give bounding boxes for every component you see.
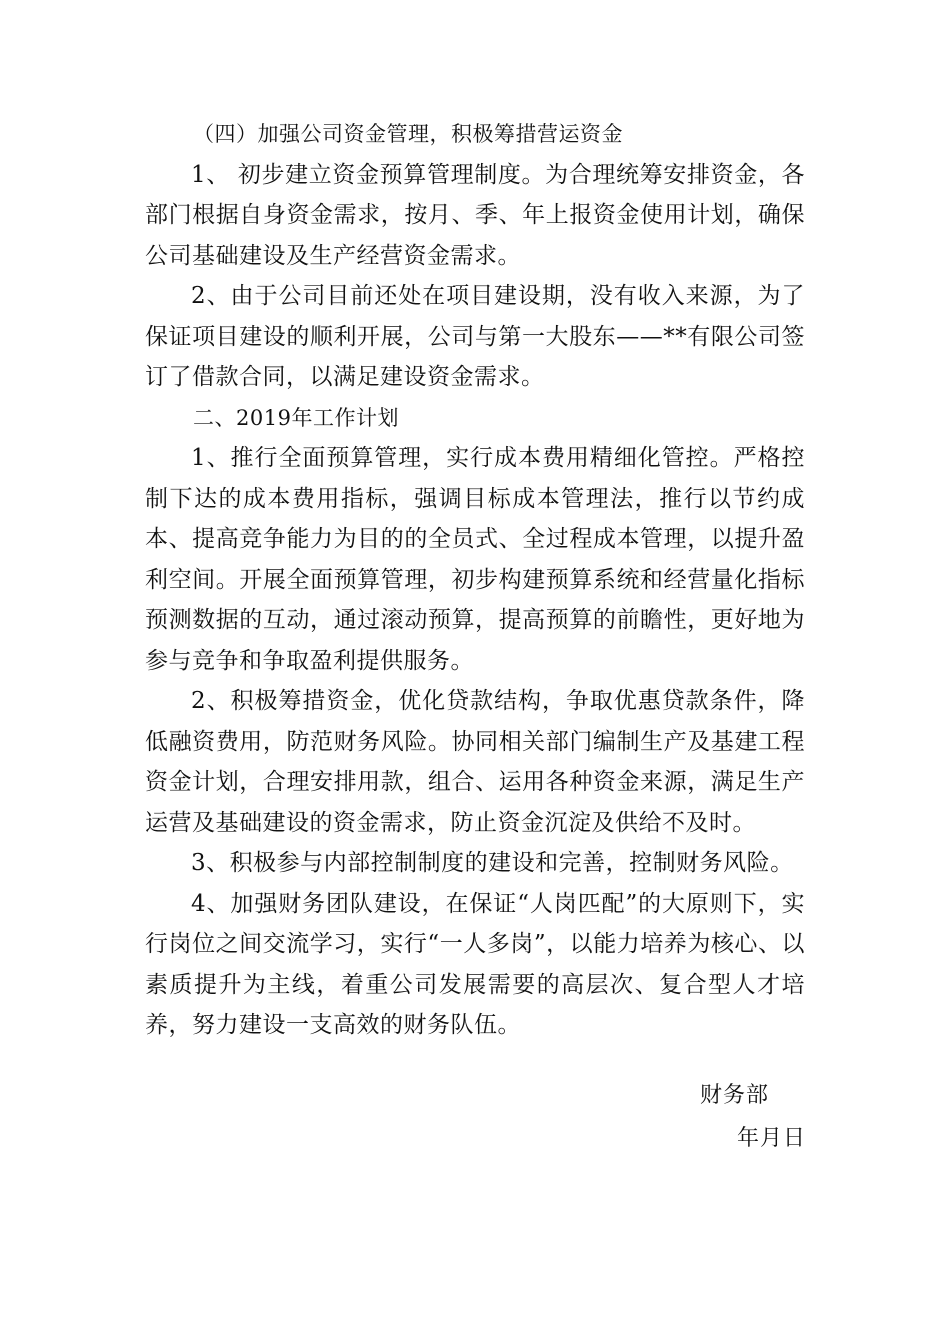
paragraph-budget-management: 1、推行全面预算管理，实行成本费用精细化管控。严格控制下达的成本费用指标，强调目标成本管理法，推行以节约成本、提高竞争能力为目的的全员式、全过程成本管理，以提升盈利空间。开展全面预算管理，初步构建预算系统和经营量化指标预测数据的互动，通过滚动预算，提高预算的前瞻性，更好地为参与竞争和争取盈利提供服务。 xyxy=(145,445,805,674)
paragraph-budget-system: 1、 初步建立资金预算管理制度。为合理统筹安排资金，各部门根据自身资金需求，按月、季、年上报资金使用计划，确保公司基础建设及生产经营资金需求。 xyxy=(145,161,805,269)
section-heading-work-plan: 二、2019年工作计划 xyxy=(193,405,399,430)
document-body xyxy=(145,114,805,1046)
paragraph-internal-control: 3、积极参与内部控制制度的建设和完善，控制财务风险。 xyxy=(191,850,794,876)
paragraph-fund-raising: 2、积极筹措资金，优化贷款结构，争取优惠贷款条件，降低融资费用，防范财务风险。协同相关部门编制生产及基建工程资金计划，合理安排用款，组合、运用各种资金来源，满足生产运营及基础建设的资金需求，防止资金沉淀及供给不及时。 xyxy=(145,688,805,836)
paragraph-loan-contract: 2、由于公司目前还处在项目建设期，没有收入来源，为了保证项目建设的顺利开展，公司与第一大股东——**有限公司签订了借款合同，以满足建设资金需求。 xyxy=(145,283,805,390)
signature-department: 财务部 xyxy=(700,1083,770,1108)
paragraph-team-building: 4、加强财务团队建设，在保证“人岗匹配”的大原则下，实行岗位之间交流学习，实行“一人多岗”，以能力培养为核心、以素质提升为主线，着重公司发展需要的高层次、复合型人才培养，努力建设一支高效的财务队伍。 xyxy=(145,890,805,1038)
signature-date: 年月日 xyxy=(737,1126,807,1151)
section-heading-funds: （四）加强公司资金管理，积极筹措营运资金 xyxy=(193,122,623,146)
